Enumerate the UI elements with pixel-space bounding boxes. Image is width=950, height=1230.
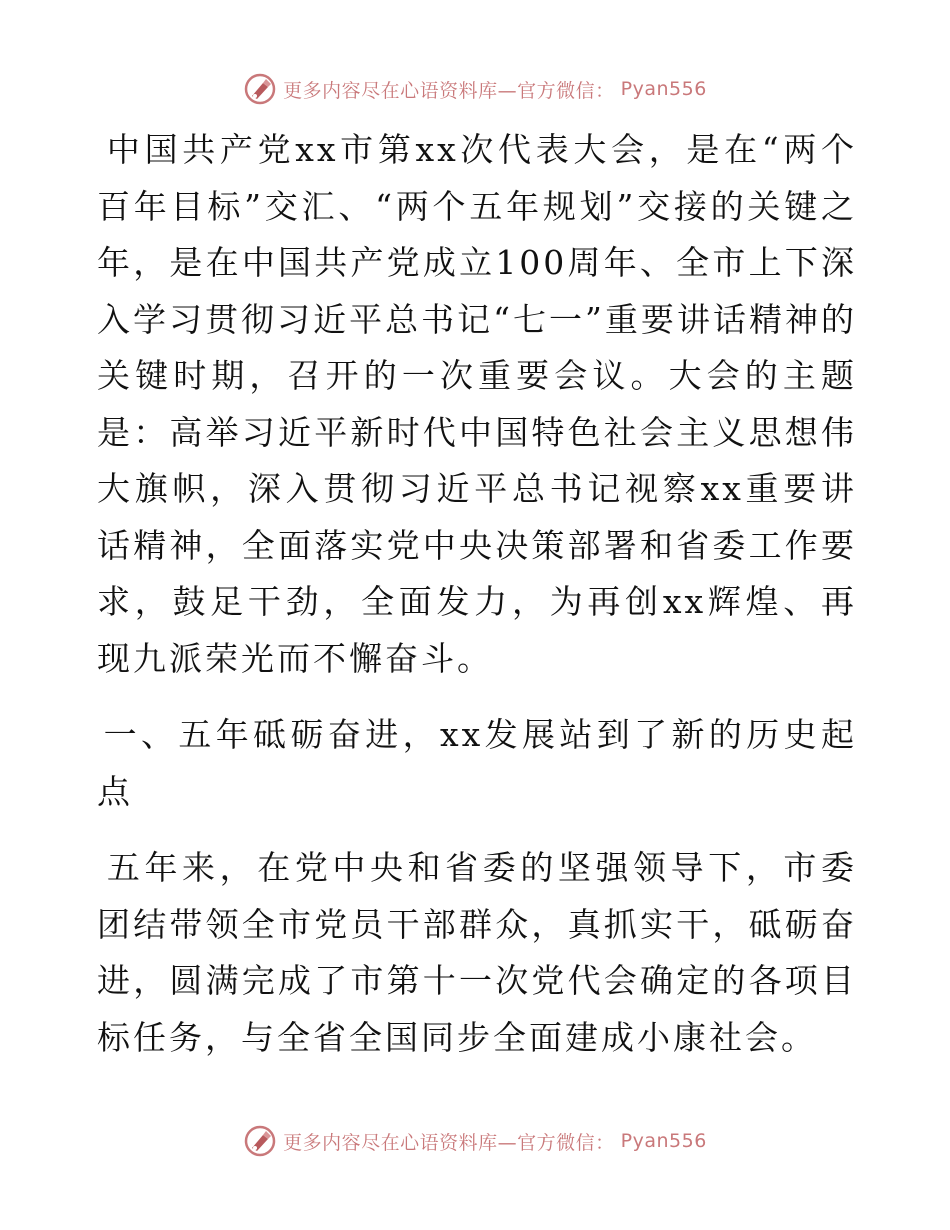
footer-watermark [0, 1124, 950, 1158]
section-paragraph: 五年来，在党中央和省委的坚强领导下，市委团结带领全市党员干部群众，真抓实干，砥砺奋进，圆满完成了市第十一次党代会确定的各项目标任务，与全省全国同步全面建成小康社会。 [97, 848, 857, 1057]
watermark-account: Pyan556 [620, 1130, 707, 1152]
watermark-text: 更多内容尽在心语资料库—官方微信： [283, 79, 615, 102]
document-body [97, 122, 857, 1066]
watermark-text: 更多内容尽在心语资料库—官方微信： [283, 1131, 615, 1154]
intro-paragraph: 中国共产党xx市第xx次代表大会，是在“两个百年目标”交汇、“两个五年规划”交接的关键之年，是在中国共产党成立100周年、全市上下深入学习贯彻习近平总书记“七一”重要讲话精神的关键时期，召开的一次重要会议。大会的主题是：高举习近平新时代中国特色社会主义思想伟大旗帜，深入贯彻习近平总书记视察xx重要讲话精神，全面落实党中央决策部署和省委工作要求，鼓足干劲，全面发力，为再创xx辉煌、再现九派荣光而不懈奋斗。 [97, 130, 857, 678]
section-heading: 一、五年砥砺奋进，xx发展站到了新的历史起点 [97, 715, 857, 811]
pen-nib-logo-icon [243, 1124, 277, 1158]
watermark-account: Pyan556 [620, 78, 707, 100]
header-watermark [0, 72, 950, 106]
pen-nib-logo-icon [243, 72, 277, 106]
